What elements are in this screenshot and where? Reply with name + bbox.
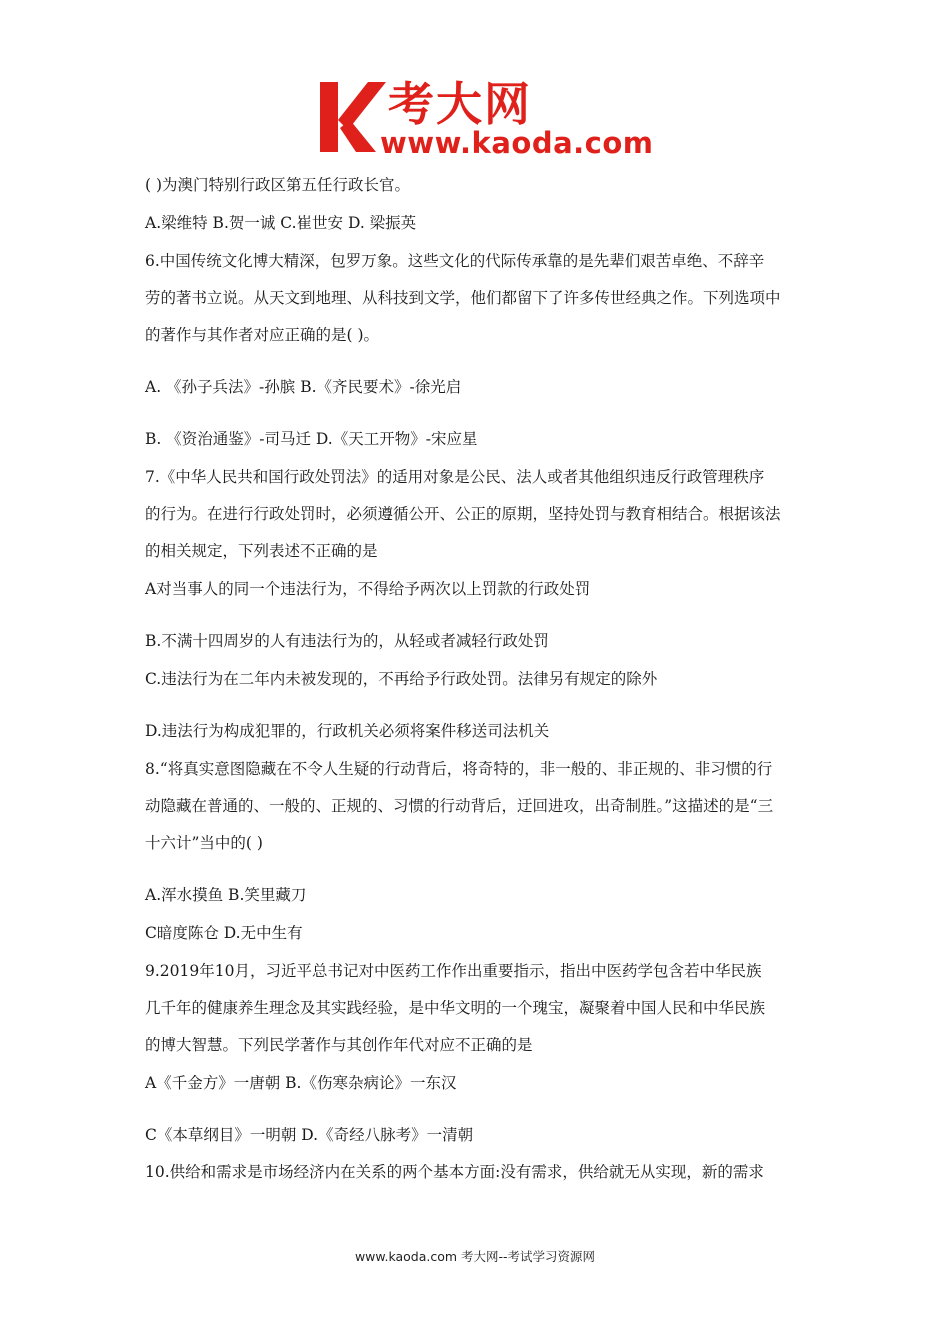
text-line: 9.2019年10月，习近平总书记对中医药工作作出重要指示，指出中医药学包含若中华民族 <box>145 962 762 980</box>
text-line: C《本草纲目》一明朝 D.《奇经八脉考》一清朝 <box>145 1126 474 1144</box>
text-line: 的著作与其作者对应正确的是( )。 <box>145 326 380 344</box>
text-line: 劳的著书立说。从天文到地理、从科技到文学，他们都留下了许多传世经典之作。下列选项中 <box>145 289 781 307</box>
text-line: A《千金方》一唐朝 B.《伤寒杂病论》一东汉 <box>145 1074 457 1092</box>
text-line: A.梁维特 B.贺一诚 C.崔世安 D. 梁振英 <box>145 214 417 232</box>
text-line: A. 《孙子兵法》-孙膑 B.《齐民要术》-徐光启 <box>145 378 462 396</box>
text-line: 6.中国传统文化博大精深，包罗万象。这些文化的代际传承靠的是先辈们艰苦卓绝、不辞辛 <box>145 252 765 270</box>
text-line: 几千年的健康养生理念及其实践经验，是中华文明的一个瑰宝，凝聚着中国人民和中华民族 <box>145 999 766 1017</box>
text-line: 的博大智慧。下列民学著作与其创作年代对应不正确的是 <box>145 1036 533 1054</box>
text-line: 10.供给和需求是市场经济内在关系的两个基本方面:没有需求，供给就无从实现，新的需求 <box>145 1163 764 1181</box>
logo-brand-text: 考大网 <box>388 77 532 131</box>
text-line: C暗度陈仓 D.无中生有 <box>145 924 303 942</box>
text-line: C.违法行为在二年内未被发现的，不再给予行政处罚。法律另有规定的除外 <box>145 670 658 688</box>
text-line: 8.“将真实意图隐藏在不令人生疑的行动背后，将奇特的，非一般的、非正规的、非习惯的行 <box>145 760 773 778</box>
text-line: A.浑水摸鱼 B.笑里藏刀 <box>145 886 307 904</box>
text-line: 动隐藏在普通的、一般的、正规的、习惯的行动背后，迂回进攻，出奇制胜。”这描述的是“三 <box>145 797 774 815</box>
text-line: A对当事人的同一个违法行为，不得给予两次以上罚款的行政处罚 <box>145 580 591 598</box>
logo-url-text: www.kaoda.com <box>380 126 654 160</box>
text-line: 的相关规定，下列表述不正确的是 <box>145 542 378 560</box>
text-line: ( )为澳门特别行政区第五任行政长官。 <box>145 176 411 194</box>
page-footer: www.kaoda.com 考大网--考试学习资源网 <box>354 1249 596 1264</box>
text-line: D.违法行为构成犯罪的，行政机关必须将案件移送司法机关 <box>145 722 550 740</box>
text-line: 的行为。在进行行政处罚时，必须遵循公开、公正的原期，坚持处罚与教育相结合。根据该法 <box>145 505 781 523</box>
text-line: B.不满十四周岁的人有违法行为的，从轻或者减轻行政处罚 <box>145 632 549 650</box>
text-line: 十六计”当中的( ) <box>145 834 263 852</box>
text-line: B. 《资治通鉴》-司马迁 D.《天工开物》-宋应星 <box>145 430 478 448</box>
kaoda-logo <box>318 77 654 160</box>
k-logo-icon <box>318 80 386 154</box>
text-line: 7.《中华人民共和国行政处罚法》的适用对象是公民、法人或者其他组织违反行政管理秩序 <box>145 468 765 486</box>
